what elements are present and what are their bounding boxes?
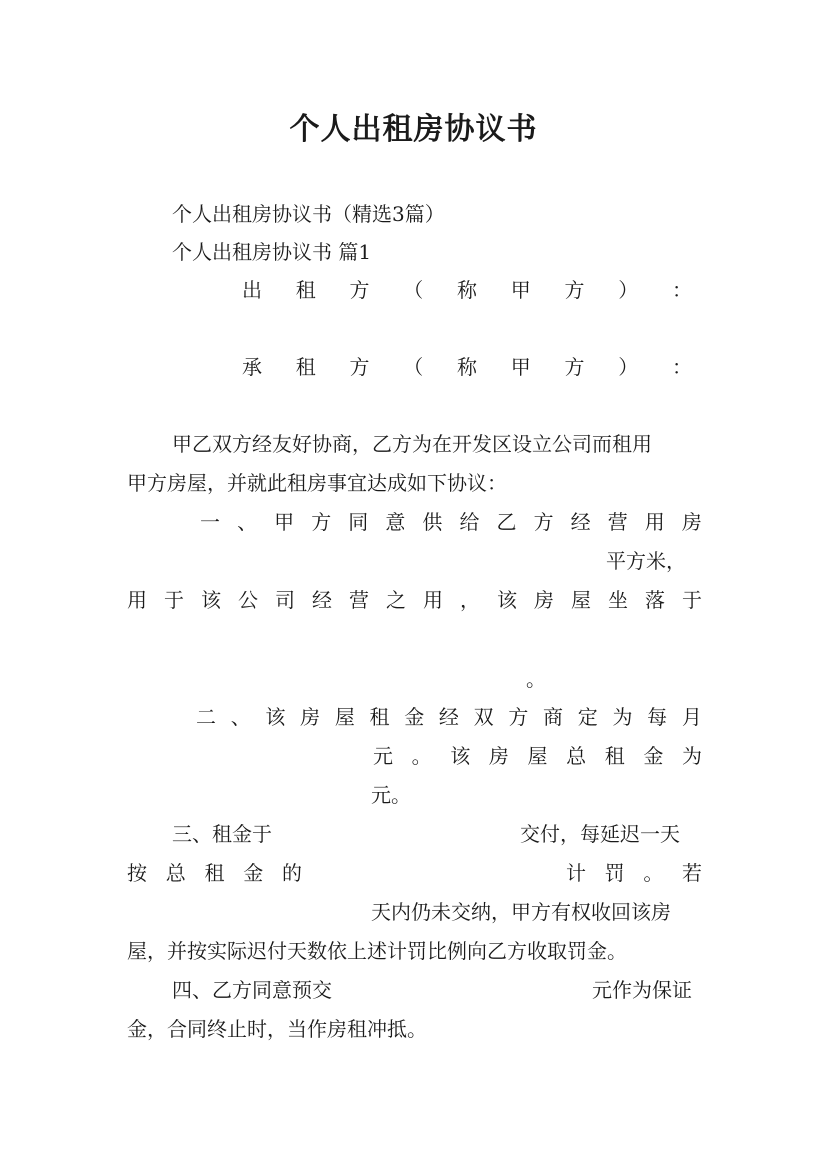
- clause-char: 、: [230, 705, 251, 729]
- clause-char: 房: [681, 510, 702, 534]
- clause-char: 金: [404, 705, 425, 729]
- clause-char: 计: [566, 861, 586, 885]
- clause-char: 方: [311, 510, 332, 534]
- intro-line-1: 甲乙双方经友好协商，乙方为在开发区设立公司而租用: [172, 432, 652, 456]
- clause-3-line-1b: 交付，每延迟一天: [520, 822, 680, 846]
- lessor-char: ：: [672, 278, 692, 302]
- clause-char: 该: [497, 588, 517, 612]
- clause-3-line-2a: [127, 860, 302, 886]
- clause-1-line-1: [200, 509, 702, 535]
- lessee-char: 承: [242, 355, 262, 379]
- lessee-char: 方: [349, 355, 370, 379]
- clause-char: 用: [423, 588, 443, 612]
- clause-2-line-2: [373, 743, 702, 769]
- clause-char: 总: [566, 744, 587, 768]
- clause-char: 供: [422, 510, 443, 534]
- lessee-char: （: [403, 355, 424, 379]
- clause-char: 经: [438, 705, 459, 729]
- clause-char: 该: [201, 588, 221, 612]
- clause-char: 房: [488, 744, 509, 768]
- clause-char: 于: [682, 588, 702, 612]
- clause-char: 公: [238, 588, 258, 612]
- clause-char: 总: [165, 861, 186, 885]
- clause-char: 坐: [608, 588, 628, 612]
- clause-4-line-1a: 四、乙方同意预交: [172, 978, 332, 1002]
- lessee-line: [242, 354, 692, 380]
- clause-char: ，: [460, 588, 480, 612]
- clause-char: 该: [450, 744, 471, 768]
- clause-char: 房: [300, 705, 321, 729]
- clause-char: 经: [312, 588, 332, 612]
- clause-char: 、: [237, 510, 258, 534]
- clause-char: 为: [682, 744, 702, 768]
- clause-1-line-4: 。: [526, 667, 546, 691]
- clause-2-line-1: [196, 704, 702, 730]
- lessor-char: 甲: [510, 278, 531, 302]
- clause-char: 意: [385, 510, 406, 534]
- clause-char: 。: [643, 861, 664, 885]
- clause-char: 落: [645, 588, 665, 612]
- lessor-line: [242, 277, 692, 303]
- clause-char: 商: [543, 705, 564, 729]
- clause-char: 双: [473, 705, 494, 729]
- clause-char: 定: [577, 705, 598, 729]
- clause-char: 金: [643, 744, 664, 768]
- lessor-char: （: [403, 278, 424, 302]
- lessor-char: ）: [618, 278, 639, 302]
- clause-3-line-1a: 三、租金于: [172, 822, 272, 846]
- clause-char: 于: [164, 588, 184, 612]
- section-heading: 个人出租房协议书 篇1: [172, 240, 372, 264]
- clause-3-line-3: 天内仍未交纳，甲方有权收回该房: [371, 900, 671, 924]
- lessee-char: 租: [295, 355, 316, 379]
- lessor-char: 称: [457, 278, 477, 302]
- clause-char: 方: [508, 705, 529, 729]
- clause-3-line-2b: [566, 860, 702, 886]
- subtitle: 个人出租房协议书（精选3篇）: [172, 202, 445, 226]
- clause-char: 租: [369, 705, 390, 729]
- clause-4-line-2: 金，合同终止时，当作房租冲抵。: [127, 1017, 427, 1041]
- clause-char: 司: [275, 588, 295, 612]
- lessee-char: 称: [457, 355, 477, 379]
- clause-char: 甲: [274, 510, 295, 534]
- clause-char: 二: [196, 705, 216, 729]
- clause-char: 用: [127, 588, 147, 612]
- clause-char: 该: [265, 705, 286, 729]
- intro-line-2: 甲方房屋，并就此租房事宜达成如下协议：: [127, 471, 507, 495]
- clause-char: 方: [533, 510, 554, 534]
- clause-3-line-4: 屋，并按实际迟付天数依上述计罚比例向乙方收取罚金。: [127, 939, 627, 963]
- clause-char: 的: [282, 861, 302, 885]
- lessee-char: ：: [672, 355, 692, 379]
- clause-char: 给: [459, 510, 480, 534]
- clause-char: 罚: [604, 861, 625, 885]
- clause-char: 租: [604, 744, 625, 768]
- clause-char: 乙: [496, 510, 517, 534]
- clause-char: 月: [681, 705, 702, 729]
- clause-char: 金: [243, 861, 264, 885]
- clause-1-line-3: [127, 587, 702, 613]
- clause-1-line-2: 平方米，: [606, 549, 686, 573]
- clause-char: 按: [127, 861, 147, 885]
- clause-4-line-1b: 元作为保证: [592, 978, 692, 1002]
- clause-char: 营: [607, 510, 628, 534]
- clause-char: 租: [204, 861, 225, 885]
- lessor-char: 出: [242, 278, 262, 302]
- clause-char: 。: [411, 744, 432, 768]
- clause-char: 营: [349, 588, 369, 612]
- lessee-char: ）: [618, 355, 639, 379]
- clause-char: 屋: [334, 705, 355, 729]
- clause-char: 房: [534, 588, 554, 612]
- clause-char: 同: [348, 510, 369, 534]
- clause-2-line-3: 元。: [371, 783, 411, 807]
- document-title: 个人出租房协议书: [289, 112, 538, 147]
- clause-char: 经: [570, 510, 591, 534]
- clause-char: 一: [200, 510, 220, 534]
- clause-char: 屋: [527, 744, 548, 768]
- lessor-char: 租: [295, 278, 316, 302]
- lessor-char: 方: [564, 278, 585, 302]
- lessee-char: 甲: [510, 355, 531, 379]
- clause-char: 用: [644, 510, 665, 534]
- clause-char: 元: [373, 744, 393, 768]
- clause-char: 为: [612, 705, 633, 729]
- clause-char: 每: [647, 705, 668, 729]
- clause-char: 若: [681, 861, 702, 885]
- lessor-char: 方: [349, 278, 370, 302]
- lessee-char: 方: [564, 355, 585, 379]
- clause-char: 屋: [571, 588, 591, 612]
- clause-char: 之: [386, 588, 406, 612]
